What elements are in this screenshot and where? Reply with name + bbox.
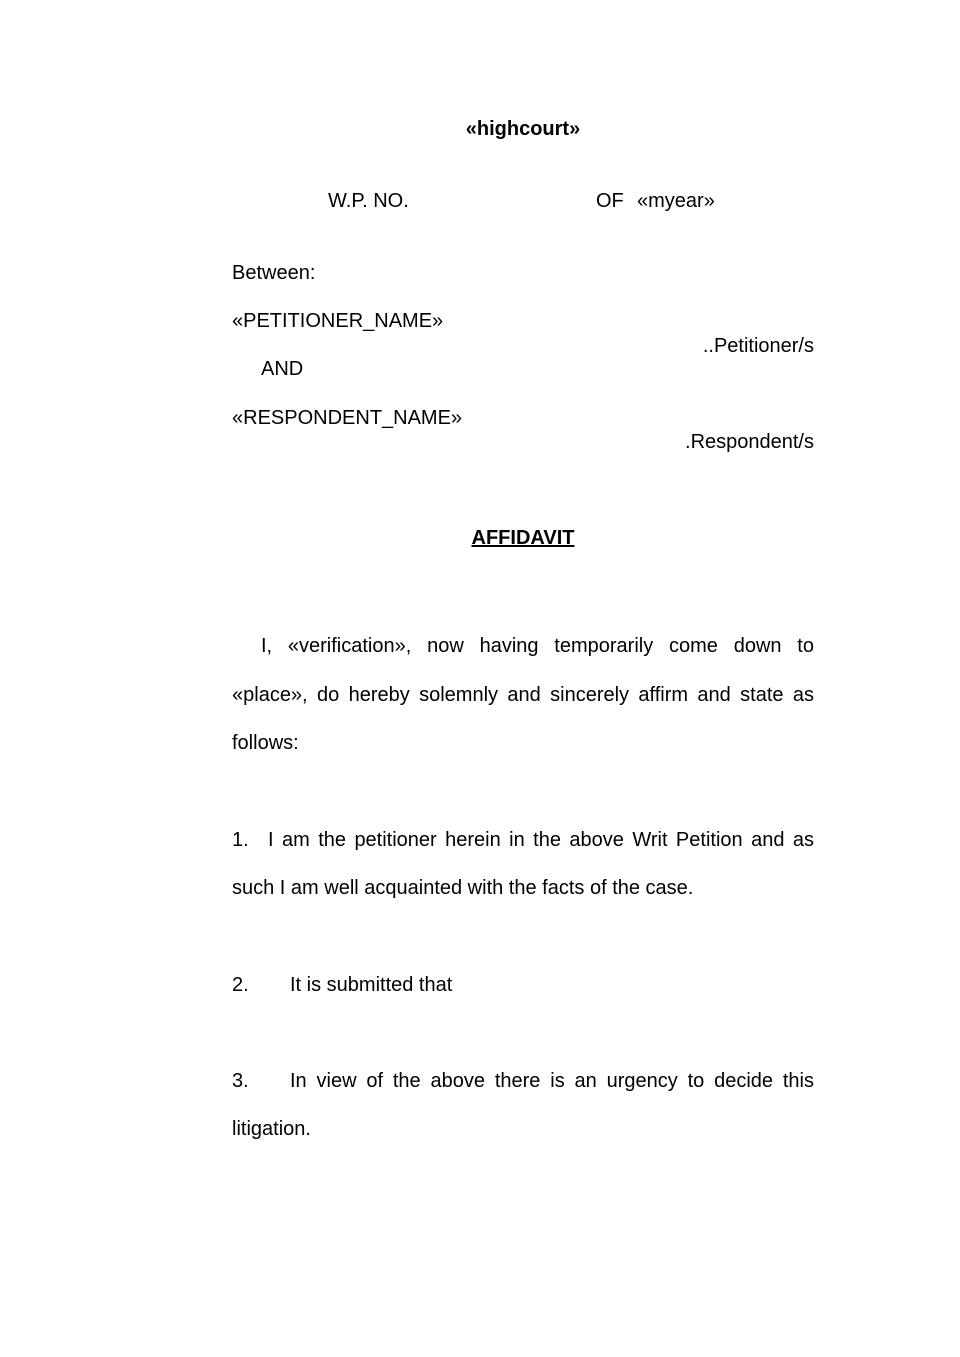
wp-number-label: W.P. NO. — [328, 190, 409, 212]
paragraph-1-continued — [232, 864, 814, 913]
paragraph-3-continued — [232, 1105, 814, 1154]
paragraph-2-line: It is submitted that — [290, 974, 453, 996]
between-label: Between: — [232, 262, 316, 284]
document-title: AFFIDAVIT — [471, 527, 575, 549]
intro-line: «place», do hereby solemnly and sincerely affirm and state as — [232, 683, 814, 706]
intro-line: I, «verification», now having temporarily come down to — [261, 635, 814, 657]
paragraph-line: litigation. — [232, 1118, 311, 1140]
paragraph-line: In view of the above there is an urgency to decide this — [290, 1070, 814, 1092]
intro-line: follows: — [232, 732, 299, 754]
paragraph-number: 2. — [232, 974, 249, 996]
paragraph-number: 1. — [232, 829, 249, 851]
and-label: AND — [261, 358, 304, 380]
petitioner-name: «PETITIONER_NAME» — [232, 310, 444, 332]
paragraph-1 — [268, 816, 814, 865]
respondent-role: .Respondent/s — [685, 431, 814, 453]
court-name: «highcourt» — [465, 118, 581, 140]
paragraph-line: I am the petitioner herein in the above Writ Petition and as — [268, 829, 814, 851]
paragraph-number: 3. — [232, 1070, 249, 1092]
intro-paragraph — [232, 622, 814, 768]
case-year: «myear» — [637, 190, 715, 212]
respondent-name: «RESPONDENT_NAME» — [232, 407, 463, 429]
of-label: OF — [596, 190, 624, 212]
paragraph-3 — [290, 1057, 814, 1106]
paragraph-line: such I am well acquainted with the facts of the case. — [232, 877, 694, 899]
petitioner-role: ..Petitioner/s — [702, 335, 814, 357]
